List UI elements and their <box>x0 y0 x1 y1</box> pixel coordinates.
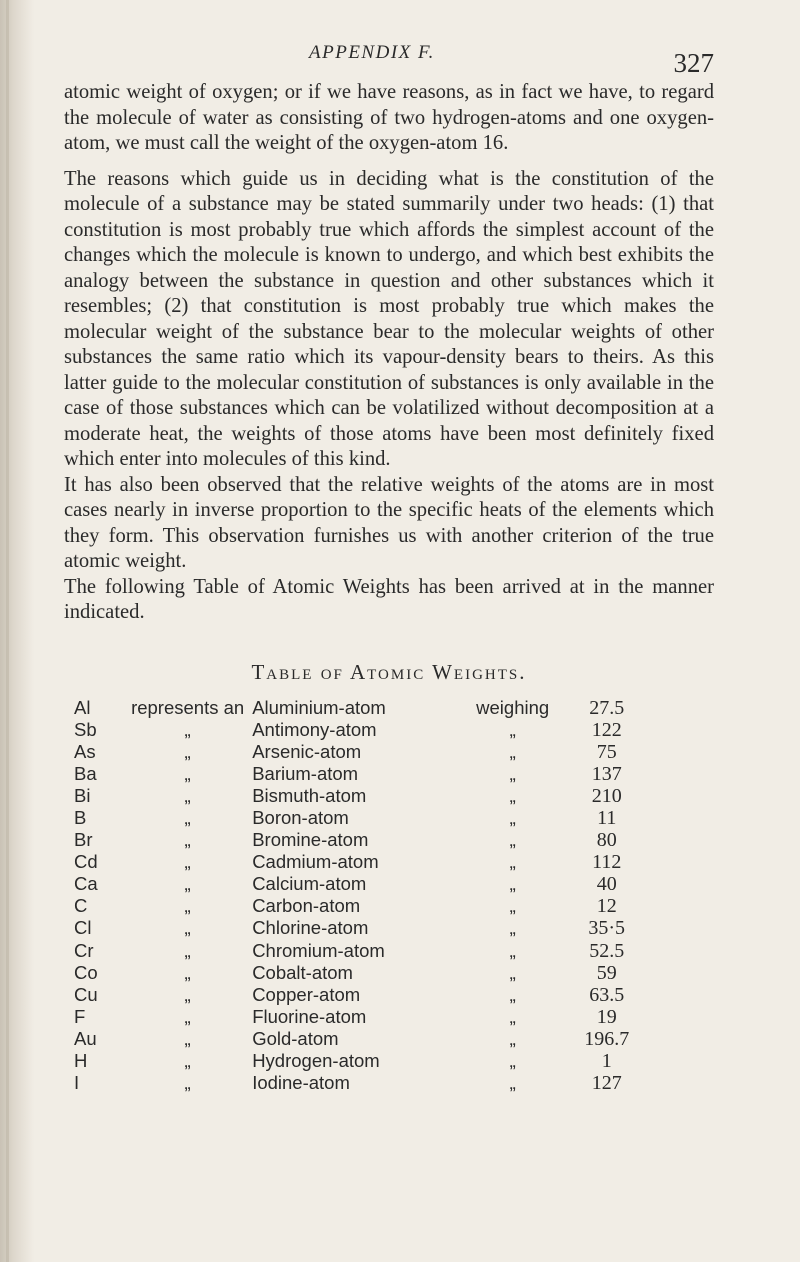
table-row <box>74 697 656 719</box>
weighing-text: „ <box>509 784 516 806</box>
atomic-weight-value: 52.5 <box>589 939 625 962</box>
element-symbol: F <box>74 1005 86 1027</box>
table-row <box>74 1006 656 1028</box>
running-head <box>64 30 714 80</box>
weighing-text: „ <box>509 939 516 961</box>
element-symbol: Co <box>74 961 98 983</box>
element-symbol: Al <box>74 696 91 718</box>
paragraph-4: The following Table of Atomic Weights has been arrived at in the manner indicated. <box>64 575 714 623</box>
atomic-weights-table-wrap <box>64 697 714 1095</box>
represents-text: „ <box>184 895 191 917</box>
atomic-weight-value: 27.5 <box>589 696 625 719</box>
weighing-text: „ <box>509 1072 516 1094</box>
table-row <box>74 940 656 962</box>
element-name: Carbon-atom <box>252 895 361 917</box>
paragraph-2: The reasons which guide us in deciding what is the constitution of the molecule of a substance may be stated summarily under two heads: (1) that constitution is most probably true which affords the simplest account of the changes which the molecule is known to undergo, and which best exhibits the analogy between the substance in question and other substances which it resembles; (2) that constitution is most probably true which makes the molecular weight of the substance bear to the molecular weights of other substances the same ratio which its vapour-density bears to theirs. As this latter guide to the molecular constitution of substances is only available in the case of those substances which can be volatilized without decomposition at a moderate heat, the weights of those atoms have been most definitely fixed which enter into molecules of this kind. <box>64 167 714 470</box>
atomic-weight-value: 12 <box>596 895 617 918</box>
element-name: Boron-atom <box>252 806 349 828</box>
atomic-weight-value: 210 <box>591 784 622 807</box>
atomic-weight-value: 122 <box>591 718 622 741</box>
table-row <box>74 719 656 741</box>
table-row <box>74 962 656 984</box>
represents-text: „ <box>184 806 191 828</box>
table-row <box>74 829 656 851</box>
element-name: Bromine-atom <box>252 829 369 851</box>
paragraph-1: atomic weight of oxygen; or if we have reasons, as in fact we have, to regard the molecule of water as consisting of two hydrogen-atoms and one oxygen-atom, we must call the weight of the oxygen-atom 16. <box>64 81 714 154</box>
table-row <box>74 851 656 873</box>
element-symbol: Sb <box>74 718 97 740</box>
atomic-weights-table <box>74 697 656 1095</box>
represents-text: „ <box>184 961 191 983</box>
paragraph-3: It has also been observed that the relative weights of the atoms are in most cases nearly in inverse proportion to the specific heats of the elements which they form. This observation furnishes us with another criterion of the true atomic weight. <box>64 473 714 572</box>
element-name: Gold-atom <box>252 1027 339 1049</box>
atomic-weight-value: 127 <box>591 1072 622 1095</box>
element-name: Copper-atom <box>252 983 361 1005</box>
atomic-weight-value: 196.7 <box>584 1027 630 1050</box>
atomic-weight-value: 11 <box>597 806 617 829</box>
atomic-weight-value: 75 <box>596 740 617 763</box>
weighing-text: „ <box>509 806 516 828</box>
element-name: Barium-atom <box>252 762 359 784</box>
page-number: 327 <box>673 48 714 78</box>
table-row <box>74 741 656 763</box>
element-name: Arsenic-atom <box>252 740 362 762</box>
represents-text: „ <box>184 851 191 873</box>
weighing-text: „ <box>509 895 516 917</box>
table-row <box>74 785 656 807</box>
element-symbol: I <box>74 1072 80 1094</box>
represents-text: „ <box>184 983 191 1005</box>
weighing-text: „ <box>509 718 516 740</box>
element-name: Antimony-atom <box>252 718 377 740</box>
table-row <box>74 1028 656 1050</box>
atomic-weight-value: 112 <box>592 851 622 874</box>
table-row <box>74 895 656 917</box>
atomic-weight-value: 63.5 <box>589 983 625 1006</box>
element-name: Calcium-atom <box>252 873 367 895</box>
represents-text: „ <box>184 873 191 895</box>
page-binding-edge <box>6 0 9 1262</box>
element-symbol: B <box>74 806 87 828</box>
element-name: Chlorine-atom <box>252 917 369 939</box>
element-name: Cobalt-atom <box>252 961 353 983</box>
element-name: Chromium-atom <box>252 939 385 961</box>
element-symbol: Cd <box>74 851 98 873</box>
element-symbol: Br <box>74 829 93 851</box>
represents-text: „ <box>184 1027 191 1049</box>
atomic-weight-value: 40 <box>596 873 617 896</box>
element-symbol: Ba <box>74 762 97 784</box>
element-name: Iodine-atom <box>252 1072 350 1094</box>
represents-text: „ <box>184 718 191 740</box>
table-row <box>74 763 656 785</box>
element-name: Cadmium-atom <box>252 851 379 873</box>
element-symbol: As <box>74 740 96 762</box>
weighing-text: „ <box>509 873 516 895</box>
weighing-text: „ <box>509 829 516 851</box>
atomic-weight-value: 137 <box>591 762 622 785</box>
table-row <box>74 873 656 895</box>
weighing-text: „ <box>509 762 516 784</box>
element-symbol: C <box>74 895 88 917</box>
represents-text: „ <box>184 762 191 784</box>
element-symbol: Au <box>74 1027 97 1049</box>
element-name: Fluorine-atom <box>252 1005 367 1027</box>
table-row <box>74 1072 656 1094</box>
represents-text: „ <box>184 1005 191 1027</box>
represents-text: represents an <box>131 696 245 718</box>
represents-text: „ <box>184 829 191 851</box>
weighing-text: „ <box>509 961 516 983</box>
element-symbol: Cr <box>74 939 94 961</box>
atomic-weight-value: 1 <box>601 1050 612 1072</box>
weighing-text: „ <box>509 851 516 873</box>
element-symbol: Cl <box>74 917 92 939</box>
weighing-text: „ <box>509 1005 516 1027</box>
table-row <box>74 1050 656 1072</box>
weighing-text: „ <box>509 740 516 762</box>
weighing-text: „ <box>509 917 516 939</box>
element-symbol: Ca <box>74 873 98 895</box>
represents-text: „ <box>184 740 191 762</box>
element-symbol: H <box>74 1050 88 1071</box>
element-symbol: Cu <box>74 983 98 1005</box>
represents-text: „ <box>184 939 191 961</box>
element-name: Aluminium-atom <box>252 696 386 718</box>
represents-text: „ <box>184 1072 191 1094</box>
atomic-weight-value: 59 <box>596 961 617 984</box>
element-symbol: Bi <box>74 784 91 806</box>
represents-text: „ <box>184 784 191 806</box>
weighing-text: „ <box>509 1027 516 1049</box>
element-name: Bismuth-atom <box>252 784 367 806</box>
atomic-weight-value: 19 <box>596 1005 617 1028</box>
weighing-text: „ <box>509 1050 516 1071</box>
element-name: Hydrogen-atom <box>252 1050 380 1071</box>
running-title: APPENDIX F. <box>309 42 435 63</box>
represents-text: „ <box>184 917 191 939</box>
atomic-weight-value: 35·5 <box>588 917 626 940</box>
weighing-text: weighing <box>476 696 550 718</box>
weighing-text: „ <box>509 983 516 1005</box>
table-row <box>74 917 656 939</box>
represents-text: „ <box>184 1050 191 1071</box>
book-page <box>64 30 714 1094</box>
atomic-weight-value: 80 <box>596 829 617 852</box>
table-row <box>74 807 656 829</box>
table-title: Table of Atomic Weights. <box>251 659 527 684</box>
table-row <box>74 984 656 1006</box>
